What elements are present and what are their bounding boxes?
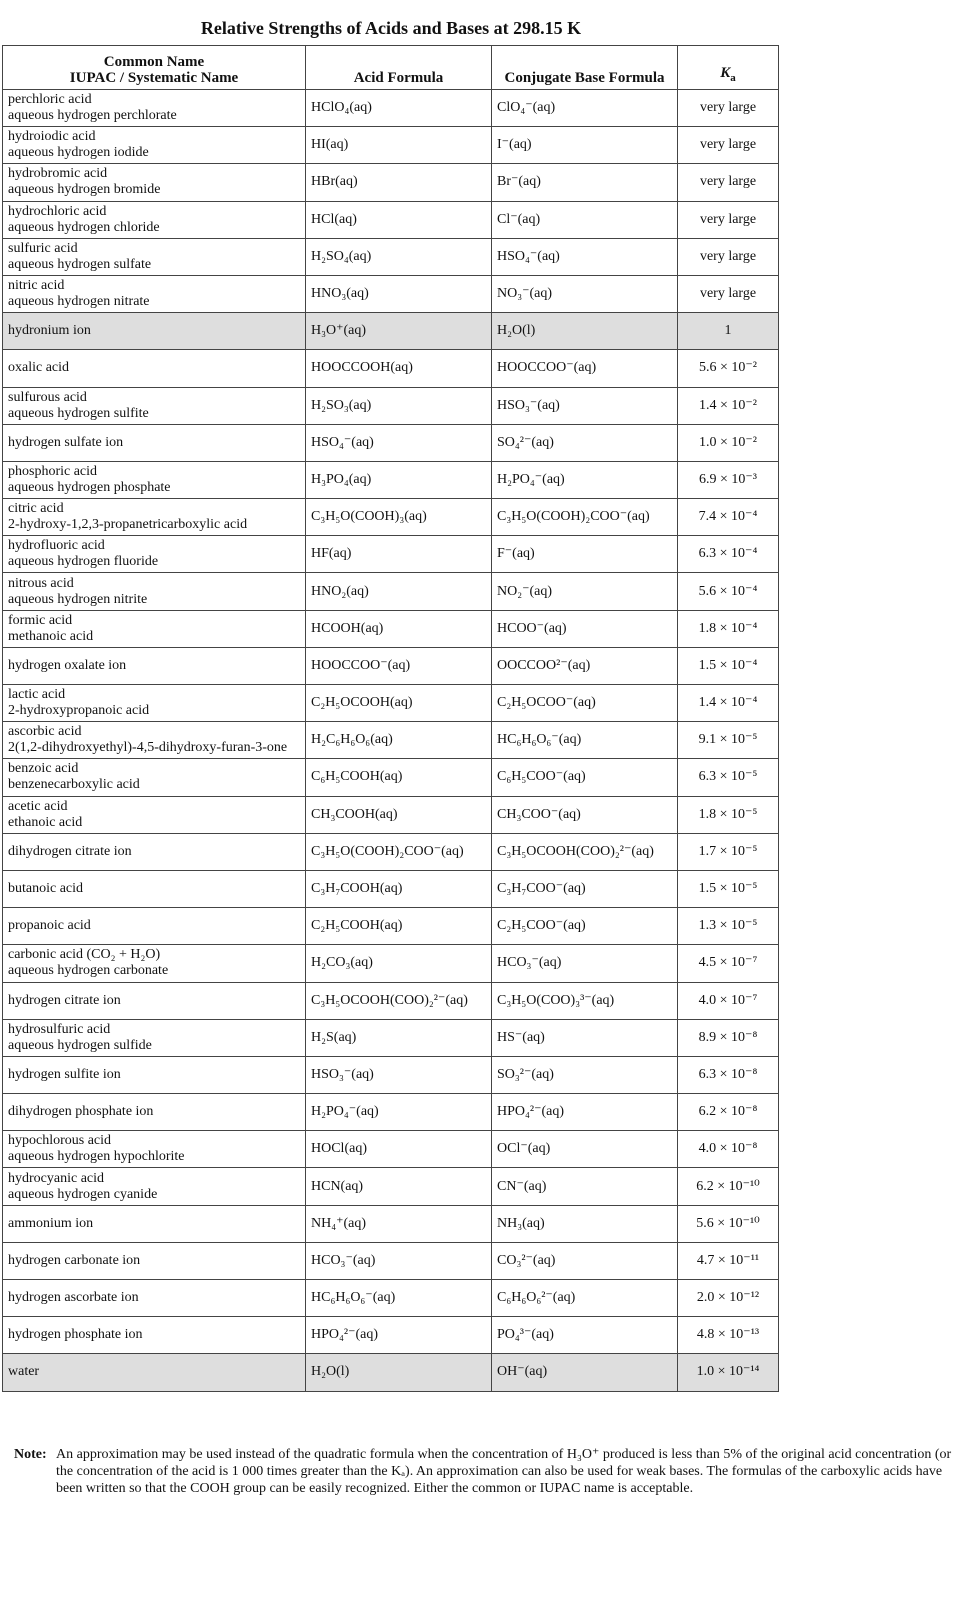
table-row [3, 499, 779, 536]
table-row [3, 387, 779, 424]
iupac-name: aqueous hydrogen bromide [8, 182, 161, 198]
acid-name-cell [3, 610, 306, 647]
acid-name-cell [3, 1131, 306, 1168]
acid-name-cell [3, 1168, 306, 1205]
common-name: ascorbic acid [8, 724, 82, 740]
table-row [3, 461, 779, 498]
ka-value-cell: 1.5 × 10⁻⁴ [678, 647, 779, 684]
ka-value-cell: 8.9 × 10⁻⁸ [678, 1019, 779, 1056]
table-row [3, 908, 779, 945]
conjugate-base-cell: Cl⁻(aq) [492, 201, 678, 238]
conjugate-base-cell: NO₃⁻(aq) [492, 275, 678, 312]
ka-value-cell: 1.3 × 10⁻⁵ [678, 908, 779, 945]
conjugate-base-cell: H₂O(l) [492, 313, 678, 350]
conjugate-base-cell: CN⁻(aq) [492, 1168, 678, 1205]
iupac-name: ethanoic acid [8, 814, 83, 830]
ka-value-cell: 1.8 × 10⁻⁵ [678, 796, 779, 833]
acid-formula-cell: H₃PO₄(aq) [306, 461, 492, 498]
acid-formula-cell: C₂H₅OCOOH(aq) [306, 685, 492, 722]
common-name: sulfuric acid [8, 240, 78, 256]
acid-name-cell [3, 387, 306, 424]
table-row [3, 945, 779, 982]
conjugate-base-cell: NO₂⁻(aq) [492, 573, 678, 610]
table-row [3, 722, 779, 759]
acid-name-cell [3, 870, 306, 907]
acid-name-cell [3, 350, 306, 387]
name-header-line1: Common Name [103, 54, 205, 70]
acid-name-cell [3, 275, 306, 312]
base-column-header: Conjugate Base Formula [492, 46, 678, 90]
conjugate-base-cell: C₆H₆O₆²⁻(aq) [492, 1280, 678, 1317]
iupac-name: aqueous hydrogen cyanide [8, 1186, 158, 1202]
acid-name-cell [3, 647, 306, 684]
conjugate-base-cell: ClO₄⁻(aq) [492, 90, 678, 127]
acid-formula-cell: H₂SO₃(aq) [306, 387, 492, 424]
acid-formula-cell: C₃H₇COOH(aq) [306, 870, 492, 907]
ka-value-cell: 1.4 × 10⁻⁴ [678, 685, 779, 722]
table-row [3, 1056, 779, 1093]
common-name: nitric acid [8, 278, 65, 294]
iupac-name: aqueous hydrogen nitrate [8, 294, 150, 310]
common-name: hydrogen citrate ion [8, 992, 121, 1008]
conjugate-base-cell: HS⁻(aq) [492, 1019, 678, 1056]
common-name: acetic acid [8, 798, 68, 814]
ka-value-cell: 6.2 × 10⁻¹⁰ [678, 1168, 779, 1205]
ka-value-cell: 6.9 × 10⁻³ [678, 461, 779, 498]
acid-formula-cell: H₂PO₄⁻(aq) [306, 1094, 492, 1131]
common-name: citric acid [8, 501, 64, 517]
table-row [3, 350, 779, 387]
acid-name-cell [3, 908, 306, 945]
common-name: hydrogen phosphate ion [8, 1327, 143, 1343]
common-name: hydronium ion [8, 323, 91, 339]
ka-value-cell: 5.6 × 10⁻⁴ [678, 573, 779, 610]
ka-value-cell: 4.0 × 10⁻⁸ [678, 1131, 779, 1168]
ka-value-cell: 9.1 × 10⁻⁵ [678, 722, 779, 759]
ka-value-cell: 1.0 × 10⁻² [678, 424, 779, 461]
ka-value-cell: 1.0 × 10⁻¹⁴ [678, 1354, 779, 1391]
iupac-name: aqueous hydrogen nitrite [8, 591, 148, 607]
ka-value-cell: 6.3 × 10⁻⁸ [678, 1056, 779, 1093]
acid-formula-cell: HClO₄(aq) [306, 90, 492, 127]
table-row [3, 536, 779, 573]
table-row [3, 647, 779, 684]
acid-formula-cell: CH₃COOH(aq) [306, 796, 492, 833]
iupac-name: benzenecarboxylic acid [8, 777, 140, 793]
common-name: perchloric acid [8, 92, 92, 108]
acid-name-cell [3, 796, 306, 833]
ka-value-cell: 1.5 × 10⁻⁵ [678, 870, 779, 907]
common-name: hydrogen sulfate ion [8, 434, 124, 450]
ka-value-cell: 6.3 × 10⁻⁴ [678, 536, 779, 573]
acid-name-cell [3, 945, 306, 982]
conjugate-base-cell: H₂PO₄⁻(aq) [492, 461, 678, 498]
acid-formula-cell: HNO₂(aq) [306, 573, 492, 610]
acid-formula-cell: NH₄⁺(aq) [306, 1205, 492, 1242]
ka-value-cell: very large [678, 201, 779, 238]
acid-formula-cell: HOOCCOO⁻(aq) [306, 647, 492, 684]
ka-value-cell: 1.4 × 10⁻² [678, 387, 779, 424]
acid-formula-cell: HSO₄⁻(aq) [306, 424, 492, 461]
acid-formula-cell: H₂SO₄(aq) [306, 238, 492, 275]
ka-value-cell: 5.6 × 10⁻² [678, 350, 779, 387]
common-name: hydrogen sulfite ion [8, 1066, 121, 1082]
acid-formula-cell: H₂C₆H₆O₆(aq) [306, 722, 492, 759]
iupac-name: aqueous hydrogen hypochlorite [8, 1149, 185, 1165]
iupac-name: 2-hydroxy-1,2,3-propanetricarboxylic acid [8, 517, 248, 533]
acid-formula-cell: HOCl(aq) [306, 1131, 492, 1168]
common-name: ammonium ion [8, 1215, 94, 1231]
acid-formula-cell: HC₆H₆O₆⁻(aq) [306, 1280, 492, 1317]
table-row [3, 1019, 779, 1056]
conjugate-base-cell: C₆H₅COO⁻(aq) [492, 759, 678, 796]
table-row [3, 1168, 779, 1205]
acid-name-cell [3, 759, 306, 796]
iupac-name: aqueous hydrogen perchlorate [8, 108, 177, 124]
acid-name-cell [3, 164, 306, 201]
ka-value-cell: 4.0 × 10⁻⁷ [678, 982, 779, 1019]
table-row [3, 573, 779, 610]
common-name: hydrofluoric acid [8, 538, 105, 554]
table-row [3, 833, 779, 870]
acid-name-cell [3, 238, 306, 275]
conjugate-base-cell: C₃H₅OCOOH(COO)₂²⁻(aq) [492, 833, 678, 870]
common-name: phosphoric acid [8, 463, 98, 479]
table-row [3, 1242, 779, 1279]
conjugate-base-cell: HCOO⁻(aq) [492, 610, 678, 647]
iupac-name: aqueous hydrogen carbonate [8, 963, 169, 979]
acid-name-cell [3, 461, 306, 498]
acid-formula-cell: H₂O(l) [306, 1354, 492, 1391]
iupac-name: methanoic acid [8, 628, 94, 644]
iupac-name: aqueous hydrogen sulfate [8, 256, 152, 272]
table-row [3, 275, 779, 312]
acid-column-header: Acid Formula [306, 46, 492, 90]
common-name: dihydrogen phosphate ion [8, 1104, 154, 1120]
acid-name-cell [3, 722, 306, 759]
common-name: lactic acid [8, 687, 66, 703]
table-row [3, 685, 779, 722]
common-name: butanoic acid [8, 881, 84, 897]
common-name: oxalic acid [8, 360, 70, 376]
acid-name-cell [3, 1280, 306, 1317]
conjugate-base-cell: C₂H₅OCOO⁻(aq) [492, 685, 678, 722]
ka-value-cell: 7.4 × 10⁻⁴ [678, 499, 779, 536]
ka-value-cell: very large [678, 238, 779, 275]
table-body [3, 90, 779, 1392]
common-name: nitrous acid [8, 575, 74, 591]
iupac-name: 2(1,2-dihydroxyethyl)-4,5-dihydroxy-furan-3-one [8, 740, 288, 756]
conjugate-base-cell: C₂H₅COO⁻(aq) [492, 908, 678, 945]
conjugate-base-cell: HPO₄²⁻(aq) [492, 1094, 678, 1131]
common-name: hydrogen oxalate ion [8, 657, 127, 673]
conjugate-base-cell: HC₆H₆O₆⁻(aq) [492, 722, 678, 759]
common-name: sulfurous acid [8, 389, 87, 405]
acid-name-cell [3, 685, 306, 722]
table-row [3, 796, 779, 833]
ka-subscript: a [730, 72, 736, 84]
table-header-row [3, 46, 779, 90]
conjugate-base-cell: C₃H₇COO⁻(aq) [492, 870, 678, 907]
acid-name-cell [3, 833, 306, 870]
ka-value-cell: very large [678, 90, 779, 127]
conjugate-base-cell: CH₃COO⁻(aq) [492, 796, 678, 833]
iupac-name: aqueous hydrogen phosphate [8, 479, 171, 495]
common-name: hydrocyanic acid [8, 1170, 105, 1186]
ka-value-cell: 4.8 × 10⁻¹³ [678, 1317, 779, 1354]
ka-value-cell: very large [678, 127, 779, 164]
acid-formula-cell: HBr(aq) [306, 164, 492, 201]
table-row [3, 759, 779, 796]
common-name: hydrochloric acid [8, 203, 107, 219]
common-name: hydrogen carbonate ion [8, 1252, 141, 1268]
acid-formula-cell: C₃H₅O(COOH)₂COO⁻(aq) [306, 833, 492, 870]
note-text: An approximation may be used instead of the quadratic formula when the concentration of H₃O⁺ produced is less than 5% of the original acid concentration (or the concentration of the acid is 1 000 times greater than the Kₐ). An approximation can also be used for weak bases. The formulas of the carboxylic acids have been written so that the COOH group can be easily recognized. Either the common or IUPAC name is acceptable. [56, 1447, 952, 1496]
common-name: hydrosulfuric acid [8, 1021, 111, 1037]
acid-name-cell [3, 90, 306, 127]
common-name: propanoic acid [8, 918, 91, 934]
table-row [3, 313, 779, 350]
acid-formula-cell: HI(aq) [306, 127, 492, 164]
ka-symbol: K [720, 65, 731, 81]
common-name: dihydrogen citrate ion [8, 843, 132, 859]
table-row [3, 610, 779, 647]
conjugate-base-cell: OCl⁻(aq) [492, 1131, 678, 1168]
table-row [3, 1280, 779, 1317]
acid-formula-cell: HOOCCOOH(aq) [306, 350, 492, 387]
page-title: Relative Strengths of Acids and Bases at 298.15 K [200, 18, 582, 38]
acid-formula-cell: C₃H₅O(COOH)₃(aq) [306, 499, 492, 536]
common-name: benzoic acid [8, 761, 79, 777]
acid-formula-cell: HSO₃⁻(aq) [306, 1056, 492, 1093]
ka-column-header [678, 46, 779, 90]
ka-value-cell: 4.5 × 10⁻⁷ [678, 945, 779, 982]
acid-name-cell [3, 573, 306, 610]
conjugate-base-cell: C₃H₅O(COO)₃³⁻(aq) [492, 982, 678, 1019]
conjugate-base-cell: NH₃(aq) [492, 1205, 678, 1242]
acid-name-cell [3, 1205, 306, 1242]
acid-name-cell [3, 982, 306, 1019]
conjugate-base-cell: OH⁻(aq) [492, 1354, 678, 1391]
conjugate-base-cell: HSO₄⁻(aq) [492, 238, 678, 275]
acid-name-cell [3, 424, 306, 461]
ka-value-cell: 6.3 × 10⁻⁵ [678, 759, 779, 796]
acid-formula-cell: C₆H₅COOH(aq) [306, 759, 492, 796]
common-name: hydrobromic acid [8, 166, 108, 182]
name-column-header [3, 46, 306, 90]
iupac-name: aqueous hydrogen sulfite [8, 405, 149, 421]
acid-formula-cell: HPO₄²⁻(aq) [306, 1317, 492, 1354]
acid-formula-cell: H₂CO₃(aq) [306, 945, 492, 982]
table-row [3, 90, 779, 127]
acid-name-cell [3, 1094, 306, 1131]
common-name: hypochlorous acid [8, 1133, 112, 1149]
acid-formula-cell: HNO₃(aq) [306, 275, 492, 312]
conjugate-base-cell: CO₃²⁻(aq) [492, 1242, 678, 1279]
ka-value-cell: 1.7 × 10⁻⁵ [678, 833, 779, 870]
ka-value-cell: 2.0 × 10⁻¹² [678, 1280, 779, 1317]
table-row [3, 1354, 779, 1391]
note-label: Note: [14, 1447, 47, 1462]
acid-name-cell [3, 127, 306, 164]
conjugate-base-cell: SO₄²⁻(aq) [492, 424, 678, 461]
acid-formula-cell: H₃O⁺(aq) [306, 313, 492, 350]
common-name: formic acid [8, 612, 73, 628]
table-row [3, 127, 779, 164]
table-row [3, 201, 779, 238]
iupac-name: 2-hydroxypropanoic acid [8, 703, 150, 719]
table-row [3, 1317, 779, 1354]
acid-formula-cell: HCN(aq) [306, 1168, 492, 1205]
acid-name-cell [3, 536, 306, 573]
conjugate-base-cell: Br⁻(aq) [492, 164, 678, 201]
ka-value-cell: 4.7 × 10⁻¹¹ [678, 1242, 779, 1279]
table-row [3, 982, 779, 1019]
common-name: carbonic acid (CO₂ + H₂O) [8, 947, 161, 963]
conjugate-base-cell: SO₃²⁻(aq) [492, 1056, 678, 1093]
acid-name-cell [3, 313, 306, 350]
ka-value-cell: very large [678, 164, 779, 201]
acid-formula-cell: HCOOH(aq) [306, 610, 492, 647]
table-row [3, 164, 779, 201]
iupac-name: aqueous hydrogen fluoride [8, 554, 159, 570]
footnote [14, 1446, 959, 1497]
conjugate-base-cell: OOCCOO²⁻(aq) [492, 647, 678, 684]
common-name: hydrogen ascorbate ion [8, 1290, 139, 1306]
iupac-name: aqueous hydrogen chloride [8, 219, 160, 235]
acid-name-cell [3, 1019, 306, 1056]
ka-value-cell: 1.8 × 10⁻⁴ [678, 610, 779, 647]
conjugate-base-cell: HOOCCOO⁻(aq) [492, 350, 678, 387]
acid-formula-cell: HCl(aq) [306, 201, 492, 238]
conjugate-base-cell: PO₄³⁻(aq) [492, 1317, 678, 1354]
acid-name-cell [3, 1056, 306, 1093]
conjugate-base-cell: HCO₃⁻(aq) [492, 945, 678, 982]
acid-formula-cell: HCO₃⁻(aq) [306, 1242, 492, 1279]
acid-name-cell [3, 1354, 306, 1391]
common-name: hydroiodic acid [8, 129, 96, 145]
acid-base-table [2, 45, 779, 1392]
conjugate-base-cell: I⁻(aq) [492, 127, 678, 164]
acid-name-cell [3, 1317, 306, 1354]
iupac-name: aqueous hydrogen sulfide [8, 1037, 152, 1053]
table-row [3, 870, 779, 907]
iupac-name: aqueous hydrogen iodide [8, 145, 149, 161]
acid-name-cell [3, 499, 306, 536]
ka-value-cell: 6.2 × 10⁻⁸ [678, 1094, 779, 1131]
name-header-line2: IUPAC / Systematic Name [69, 70, 239, 86]
table-row [3, 1131, 779, 1168]
conjugate-base-cell: C₃H₅O(COOH)₂COO⁻(aq) [492, 499, 678, 536]
acid-formula-cell: C₂H₅COOH(aq) [306, 908, 492, 945]
ka-value-cell: 1 [678, 313, 779, 350]
acid-formula-cell: HF(aq) [306, 536, 492, 573]
acid-name-cell [3, 1242, 306, 1279]
conjugate-base-cell: F⁻(aq) [492, 536, 678, 573]
table-row [3, 238, 779, 275]
table-row [3, 424, 779, 461]
ka-value-cell: 5.6 × 10⁻¹⁰ [678, 1205, 779, 1242]
acid-formula-cell: H₂S(aq) [306, 1019, 492, 1056]
conjugate-base-cell: HSO₃⁻(aq) [492, 387, 678, 424]
acid-name-cell [3, 201, 306, 238]
common-name: water [8, 1364, 40, 1380]
acid-formula-cell: C₃H₅OCOOH(COO)₂²⁻(aq) [306, 982, 492, 1019]
table-row [3, 1094, 779, 1131]
ka-value-cell: very large [678, 275, 779, 312]
table-row [3, 1205, 779, 1242]
